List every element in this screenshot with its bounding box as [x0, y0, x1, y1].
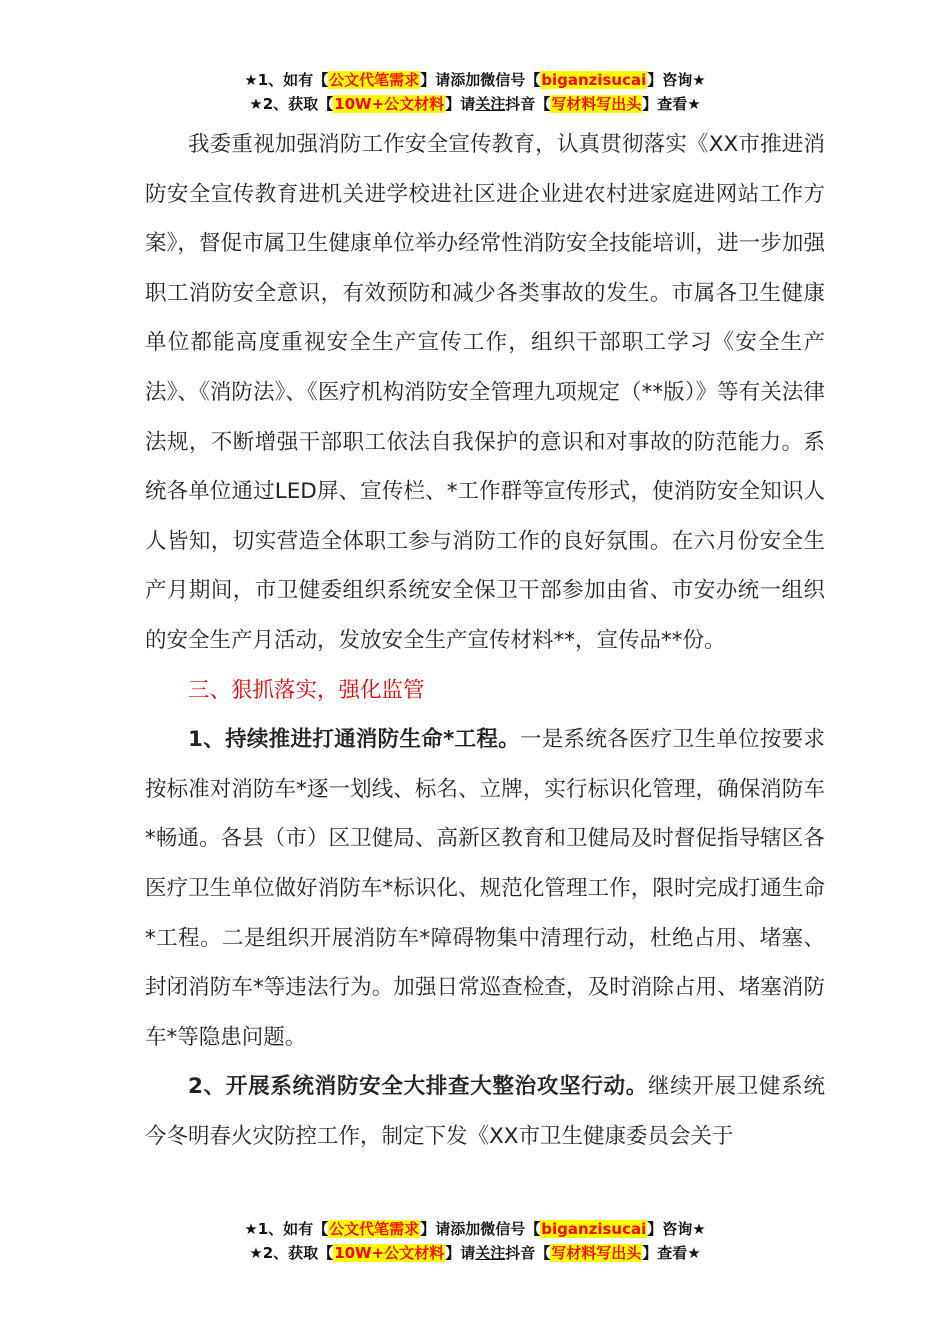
banner-text: 】咨询★ — [647, 1220, 706, 1238]
banner-highlight: 写材料写出头 — [551, 1244, 642, 1262]
banner-highlight: 10W+公文材料 — [334, 95, 445, 113]
paragraph-3 — [145, 1062, 825, 1161]
paragraph-3-lead: 2、开展系统消防安全大排查大整治攻坚行动。 — [188, 1074, 648, 1100]
banner-highlight: 10W+公文材料 — [334, 1244, 445, 1262]
banner-text: ★1、如有【 — [244, 71, 329, 89]
banner-text: 抖音【 — [505, 1244, 551, 1262]
banner-text: 】查看★ — [642, 95, 701, 113]
banner-underline: 关注 — [475, 1244, 506, 1262]
banner-underline: 关注 — [475, 95, 506, 113]
footer-banner — [0, 1217, 950, 1265]
banner-text: 】请添加微信号【 — [420, 1220, 541, 1238]
banner-text: ★1、如有【 — [244, 1220, 329, 1238]
document-body — [145, 120, 825, 1161]
footer-banner-line-1 — [0, 1217, 950, 1241]
paragraph-2-text: 一是系统各医疗卫生单位按要求按标准对消防车*逐一划线、标名、立牌，实行标识化管理，确保消防车*畅通。各县（市）区卫健局、高新区教育和卫健局及时督促指导辖区各医疗卫生单位做好消防车*标识化、规范化管理工作，限时完成打通生命*工程。二是组织开展消防车*障碍物集中清理行动，杜绝占用、堵塞、封闭消防车*等违法行为。加强日常巡查检查，及时消除占用、堵塞消防车*等隐患问题。 — [145, 727, 825, 1050]
banner-highlight: 公文代笔需求 — [329, 71, 420, 89]
banner-text: 】咨询★ — [647, 71, 706, 89]
banner-text: ★2、获取【 — [249, 95, 334, 113]
banner-highlight: 公文代笔需求 — [329, 1220, 420, 1238]
footer-banner-line-2 — [0, 1241, 950, 1265]
banner-text: 】请添加微信号【 — [420, 71, 541, 89]
header-banner-line-2 — [0, 92, 950, 116]
paragraph-2 — [145, 715, 825, 1062]
paragraph-2-lead: 1、持续推进打通消防生命*工程。 — [188, 727, 521, 753]
banner-highlight: biganzisucai — [541, 71, 647, 89]
header-banner — [0, 68, 950, 116]
section-heading: 三、狠抓落实，强化监管 — [188, 677, 425, 703]
banner-text: 】请 — [445, 1244, 476, 1262]
paragraph-3-text: 继续开展卫健系统今冬明春火灾防控工作，制定下发《XX市卫生健康委员会关于 — [145, 1074, 825, 1149]
banner-text: 抖音【 — [505, 95, 551, 113]
banner-text: 】请 — [445, 95, 476, 113]
banner-text: 】查看★ — [642, 1244, 701, 1262]
banner-text: ★2、获取【 — [249, 1244, 334, 1262]
header-banner-line-1 — [0, 68, 950, 92]
banner-highlight: biganzisucai — [541, 1220, 647, 1238]
paragraph-1: 我委重视加强消防工作安全宣传教育，认真贯彻落实《XX市推进消防安全宣传教育进机关进学校进社区进企业进农村进家庭进网站工作方案》，督促市属卫生健康单位举办经常性消防安全技能培训，进一步加强职工消防安全意识，有效预防和减少各类事故的发生。市属各卫生健康单位都能高度重视安全生产宣传工作，组织干部职工学习《安全生产法》、《消防法》、《医疗机构消防安全管理九项规定（**版）》等有关法律法规，不断增强干部职工依法自我保护的意识和对事故的防范能力。系统各单位通过LED屏、宣传栏、*工作群等宣传形式，使消防安全知识人人皆知，切实营造全体职工参与消防工作的良好氛围。在六月份安全生产月期间，市卫健委组织系统安全保卫干部参加由省、市安办统一组织的安全生产月活动，发放安全生产宣传材料**，宣传品**份。 — [145, 132, 825, 653]
banner-highlight: 写材料写出头 — [551, 95, 642, 113]
